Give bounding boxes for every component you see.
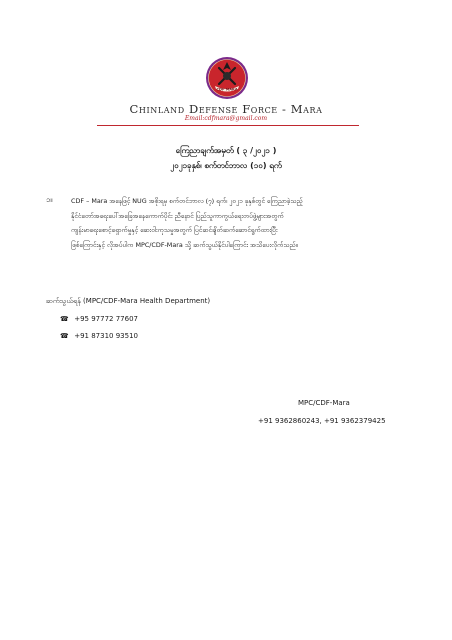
paragraph-line: ကျန်းမာရေးစောင့်ရှောက်မှုနှင့် ဆေးဝါးကုသမှုအတွက် ပြင်ဆင်ချိတ်ဆက်ဆောင်ရွက်ထားပြီး xyxy=(71,226,278,234)
cdf-mara-logo xyxy=(205,56,249,100)
paragraph-number: ၁။ xyxy=(46,195,53,204)
announcement-number: ကြေညာချက်အမှတ် ( ၃ /၂၀၂၁ ) xyxy=(175,146,277,155)
contact-phone-number: +95 97772 77607 xyxy=(74,315,138,323)
contact-phone[interactable] xyxy=(60,332,138,340)
contact-phone[interactable] xyxy=(60,315,138,323)
paragraph-line: နိုင်ငံတော်အရေးပေါ်အခြေအနေကောက်ပိုင်း ညီနောင် ပြည်သူကာကွယ်ရေးတပ်ဖွဲ့များအတွက် xyxy=(71,211,284,220)
contact-phone-number: +91 87310 93510 xyxy=(74,332,138,340)
signature-name: MPC/CDF-Mara xyxy=(298,399,350,407)
telephone-icon: ☎ xyxy=(60,315,69,323)
organization-name: Chinland Defense Force - Mara xyxy=(129,102,323,116)
contact-label: ဆက်သွယ်ရန် (MPC/CDF-Mara Health Department) xyxy=(46,297,211,305)
paragraph-line: CDF – Mara အနေဖြင့် NUG အစိုးရမှ စက်တင်ဘာလ (၇) ရက်၊ ၂၀၂၁ ခုနှစ်တွင် ကြေညာခဲ့သည့် xyxy=(71,197,303,205)
signature-phones: +91 9362860243, +91 9362379425 xyxy=(258,417,386,425)
telephone-icon: ☎ xyxy=(60,332,69,340)
announcement-date: ၂၀၂၁ခုနှစ်၊ စက်တင်ဘာလ (၁၀) ရက် xyxy=(170,161,282,170)
announcement-paragraph xyxy=(71,194,416,252)
svg-text:CDF MARA: CDF MARA xyxy=(216,87,238,92)
paragraph-line: ဖြစ်ကြောင်းနှင့် လိုအပ်ပါက MPC/CDF-Mara သို့ ဆက်သွယ်နိုင်ပါကြောင်း အသိပေးလိုက်သည်။ xyxy=(71,240,298,249)
header-divider xyxy=(97,125,359,126)
organization-email[interactable]: Email:cdfmara@gmail.com xyxy=(184,115,268,122)
